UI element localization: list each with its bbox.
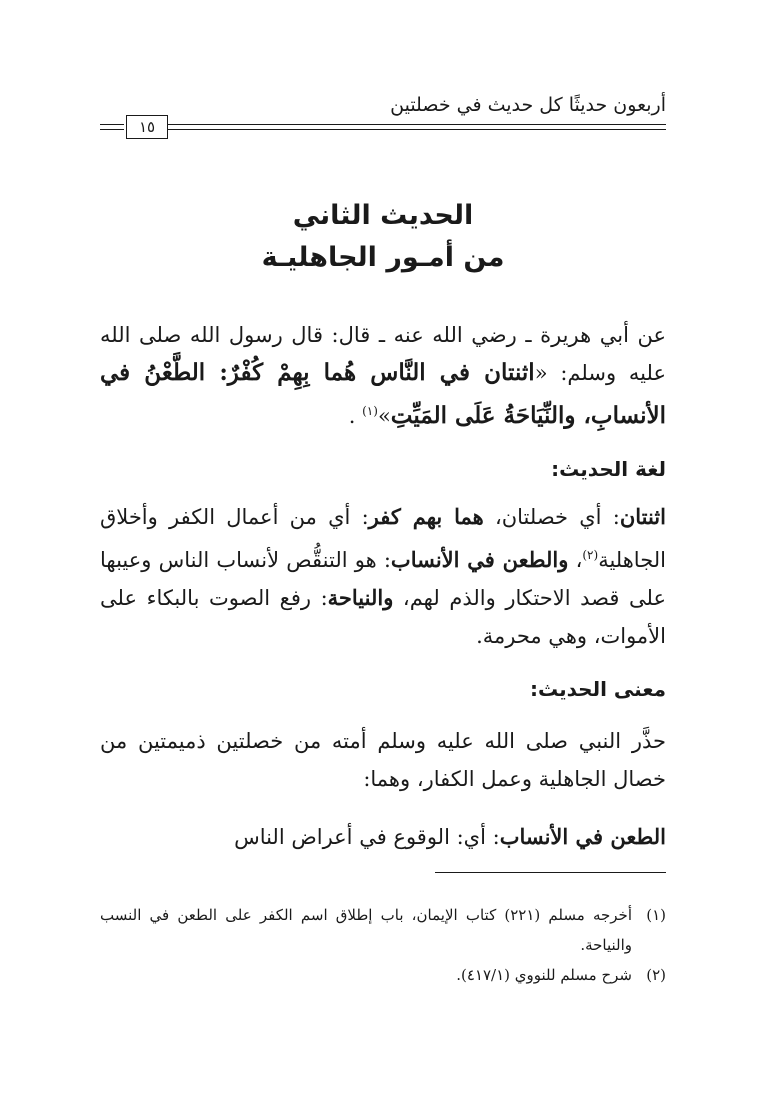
language-gloss-3: : هو التنقُّص لأنساب الناس وعيبها على قصد الاحتكار والذم لهم،	[100, 548, 666, 610]
hadith-title: الحديث الثاني	[292, 200, 474, 231]
hadith-quote: اثنتان في النَّاس هُما بِهِمْ كُفْرٌ: الطَّعْنُ في الأنسابِ، والنِّيَاحَةُ عَلَى المَيِّتِ	[100, 359, 666, 429]
header-rule-left	[100, 129, 124, 130]
footnote-ref-1[interactable]: (١)	[362, 404, 378, 418]
meaning-para: حذَّر النبي صلى الله عليه وسلم أمته من خصلتين ذميمتين من خصال الجاهلية وعمل الكفار، وهما:	[100, 729, 666, 791]
hadith-subtitle: من أمـور الجاهليـة	[261, 242, 505, 273]
footnote-number: (١)	[646, 906, 666, 924]
language-gloss-2: : أي من أعمال الكفر وأخلاق الجاهلية	[100, 505, 666, 572]
hadith-intro: عن أبي هريرة ـ رضي الله عنه ـ قال: قال رسول الله صلى الله عليه وسلم: «	[100, 323, 666, 385]
meaning-text	[100, 722, 666, 798]
footnotes	[100, 900, 666, 990]
language-sep: ،	[568, 548, 583, 572]
meaning-heading: معنى الحديث:	[529, 677, 666, 701]
footnote-ref-2[interactable]: (٢)	[582, 548, 599, 562]
footnote-number: (٢)	[646, 966, 666, 984]
running-header-title: أربعون حديثًا كل حديث في خصلتين	[390, 94, 666, 116]
meaning-gloss: : أي: الوقوع في أعراض الناس	[234, 825, 500, 849]
header-rule	[168, 129, 666, 130]
footnote-2	[100, 960, 666, 990]
footnote-separator	[435, 872, 666, 873]
term-huma-bihim-kufr: هما بهم كفر	[368, 504, 484, 529]
language-gloss-1: : أي خصلتان،	[483, 505, 620, 529]
meaning-continuation	[100, 818, 666, 856]
header-rule-left	[100, 124, 124, 125]
footnote-text: شرح مسلم للنووي (٤١٧/١).	[456, 966, 632, 984]
language-gloss-4: : رفع الصوت بالبكاء على الأموات، وهي محرمة.	[100, 586, 666, 648]
language-heading: لغة الحديث:	[551, 457, 666, 481]
header-rule	[168, 124, 666, 125]
term-al-niyaha: والنياحة	[327, 585, 394, 610]
language-text	[100, 498, 666, 655]
hadith-text	[100, 316, 666, 435]
term-ithnatan: اثنتان	[619, 504, 666, 529]
term-al-tan-fil-ansab: والطعن في الأنساب	[390, 547, 569, 572]
footnote-text: أخرجه مسلم (٢٢١) كتاب الإيمان، باب إطلاق اسم الكفر على الطعن في النسب والنياحة.	[100, 906, 632, 954]
page-number: ١٥	[126, 115, 168, 139]
term-al-tan-fil-ansab-2: الطعن في الأنساب	[499, 824, 666, 849]
hadith-quote-close: »	[377, 404, 391, 428]
footnote-1	[100, 900, 666, 960]
hadith-end: .	[348, 404, 363, 428]
